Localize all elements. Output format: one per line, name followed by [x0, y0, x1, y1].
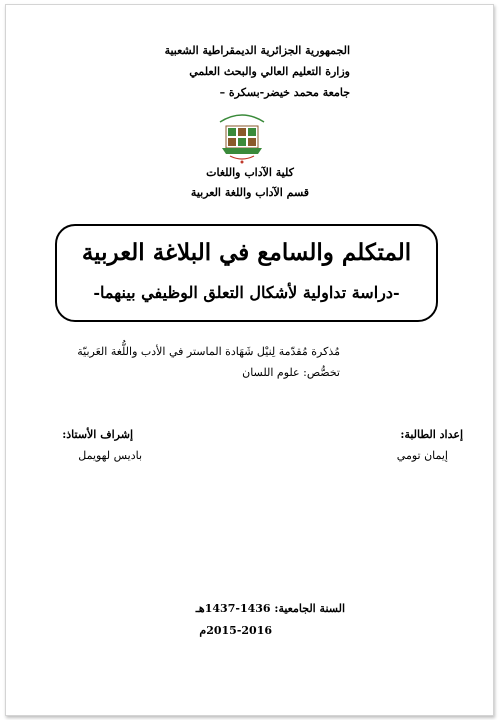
university-name: جامعة محمد خيضر-بسكرة –	[219, 86, 350, 99]
student-name: إيمان تومي	[396, 449, 448, 462]
academic-year-gregorian: 2015-2016م	[199, 624, 272, 637]
supervisor-name: باديس لهويمل	[78, 449, 142, 462]
republic-name: الجمهورية الجزائرية الديمقراطية الشعبية	[164, 44, 350, 57]
institution-header	[100, 40, 350, 103]
academic-year-hijri: السنة الجامعية: 1436-1437هـ	[195, 602, 345, 615]
student-label: إعداد الطالبة:	[400, 428, 463, 441]
supervisor-label: إشراف الأستاذ:	[62, 428, 133, 441]
department-name: قسم الآداب واللغة العربية	[190, 186, 310, 199]
title-box	[55, 224, 438, 322]
faculty-name: كلية الآداب واللغات	[206, 166, 294, 179]
thesis-title: المتكلم والسامع في البلاغة العربية	[81, 239, 412, 266]
ministry-name: وزارة التعليم العالي والبحث العلمي	[189, 65, 350, 78]
university-logo-icon	[212, 110, 272, 166]
memo-description: مُذكرة مُقدّمة لِنيْل شَهَادة الماستر في الأدب واللُّغة العَربيّة	[77, 345, 340, 358]
thesis-subtitle: -دراسة تداولية لأشكال التعلق الوظيفي بينهما-	[93, 283, 400, 302]
specialization: تخصُّص: علوم اللسان	[242, 366, 340, 379]
